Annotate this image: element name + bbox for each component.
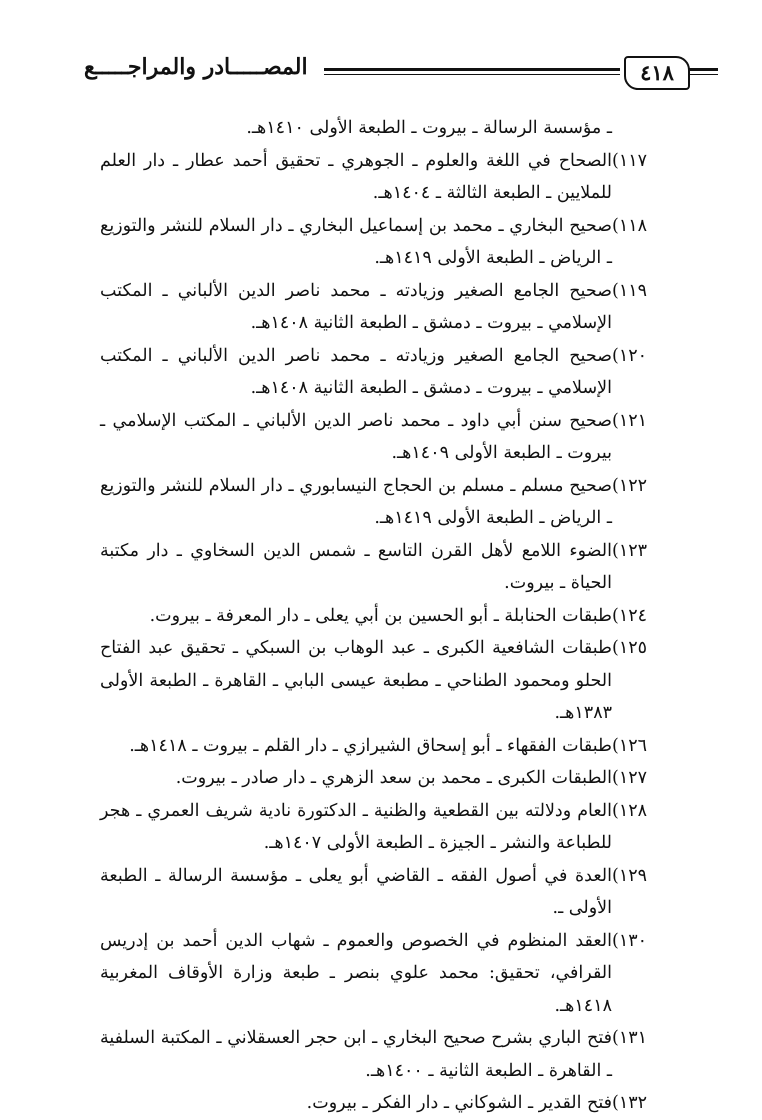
- reference-number: ١٢١): [612, 410, 648, 431]
- page-header: [84, 48, 674, 92]
- reference-text: الطبقات الكبرى ـ محمد بن سعد الزهري ـ دار صادر ـ بيروت.: [175, 768, 612, 788]
- list-item: [100, 145, 670, 210]
- reference-number: ١٢٢): [612, 475, 648, 496]
- reference-text: صحيح الجامع الصغير وزيادته ـ محمد ناصر الدين الألباني ـ المكتب الإسلامي ـ بيروت ـ دمشق ـ الطبعة الثانية ١٤٠٨هـ.: [100, 345, 612, 398]
- reference-text: العقد المنظوم في الخصوص والعموم ـ شهاب الدين أحمد بن إدريس القرافي، تحقيق: محمد علوي بنصر ـ طبعة وزارة الأوقاف المغربية ١٤١٨هـ.: [100, 930, 612, 1016]
- reference-text: طبقات الحنابلة ـ أبو الحسين بن أبي يعلى ـ دار المعرفة ـ بيروت.: [149, 605, 612, 626]
- list-item: [100, 925, 670, 1023]
- reference-number: ١٢٩): [612, 865, 648, 886]
- reference-text: طبقات الفقهاء ـ أبو إسحاق الشيرازي ـ دار القلم ـ بيروت ـ ١٤١٨هـ.: [129, 735, 612, 756]
- list-item: [100, 795, 670, 860]
- list-item: [100, 112, 670, 145]
- list-item: [100, 405, 670, 470]
- reference-text: ـ مؤسسة الرسالة ـ بيروت ـ الطبعة الأولى ١٤١٠هـ.: [246, 118, 612, 138]
- list-item: [100, 535, 670, 600]
- reference-text: طبقات الشافعية الكبرى ـ عبد الوهاب بن السبكي ـ تحقيق عبد الفتاح الحلو ومحمود الطناحي ـ مطبعة عيسى البابي ـ القاهرة ـ الطبعة الأولى ١٣٨٣هـ.: [100, 638, 612, 723]
- page-number: ٤١٨: [624, 56, 690, 90]
- reference-number: ١١٧): [612, 150, 648, 171]
- reference-number: ١٢٤): [612, 605, 648, 626]
- list-item: [100, 340, 670, 405]
- reference-number: ١٢٧): [612, 768, 648, 788]
- reference-number: ١٣٠): [612, 930, 648, 951]
- references-list: [100, 112, 670, 1120]
- list-item: [100, 275, 670, 340]
- reference-text: صحيح البخاري ـ محمد بن إسماعيل البخاري ـ دار السلام للنشر والتوزيع ـ الرياض ـ الطبعة الأولى ١٤١٩هـ.: [100, 215, 612, 268]
- list-item: [100, 860, 670, 925]
- reference-text: العدة في أصول الفقه ـ القاضي أبو يعلى ـ مؤسسة الرسالة ـ الطبعة الأولى ـ.: [100, 865, 612, 918]
- header-rule-right: [688, 68, 718, 75]
- reference-number: ١٢٦): [612, 735, 648, 756]
- list-item: [100, 470, 670, 535]
- reference-text: صحيح الجامع الصغير وزيادته ـ محمد ناصر الدين الألباني ـ المكتب الإسلامي ـ بيروت ـ دمشق ـ الطبعة الثانية ١٤٠٨هـ.: [100, 280, 612, 333]
- reference-number: ١٣١): [612, 1028, 648, 1048]
- list-item: [100, 1022, 670, 1087]
- reference-number: ١٢٣): [612, 540, 648, 561]
- list-item: [100, 600, 670, 633]
- reference-text: فتح الباري بشرح صحيح البخاري ـ ابن حجر العسقلاني ـ المكتبة السلفية ـ القاهرة ـ الطبعة الثانية ـ ١٤٠٠هـ.: [100, 1028, 612, 1081]
- running-title: المصـــــادر والمراجـــــع: [84, 54, 308, 80]
- reference-text: الضوء اللامع لأهل القرن التاسع ـ شمس الدين السخاوي ـ دار مكتبة الحياة ـ بيروت.: [100, 540, 612, 593]
- reference-number: ١١٨): [612, 215, 648, 236]
- header-rule: [324, 68, 620, 75]
- reference-text: العام ودلالته بين القطعية والظنية ـ الدكتورة نادية شريف العمري ـ هجر للطباعة والنشر ـ الجيزة ـ الطبعة الأولى ١٤٠٧هـ.: [100, 800, 612, 853]
- reference-number: ١١٩): [612, 280, 648, 301]
- list-item: [100, 632, 670, 730]
- reference-text: فتح القدير ـ الشوكاني ـ دار الفكر ـ بيروت.: [306, 1093, 612, 1113]
- list-item: [100, 730, 670, 763]
- reference-number: ١٣٢): [612, 1093, 648, 1113]
- reference-number: ١٢٥): [612, 638, 648, 658]
- reference-number: ١٢٨): [612, 800, 648, 821]
- reference-number: ١٢٠): [612, 345, 648, 366]
- reference-text: الصحاح في اللغة والعلوم ـ الجوهري ـ تحقيق أحمد عطار ـ دار العلم للملايين ـ الطبعة الثالثة ـ ١٤٠٤هـ.: [100, 150, 612, 203]
- reference-text: صحيح مسلم ـ مسلم بن الحجاج النيسابوري ـ دار السلام للنشر والتوزيع ـ الرياض ـ الطبعة الأولى ١٤١٩هـ.: [100, 475, 612, 528]
- list-item: [100, 210, 670, 275]
- list-item: [100, 1087, 670, 1120]
- list-item: [100, 762, 670, 795]
- reference-text: صحيح سنن أبي داود ـ محمد ناصر الدين الألباني ـ المكتب الإسلامي ـ بيروت ـ الطبعة الأولى ١٤٠٩هـ.: [100, 410, 612, 463]
